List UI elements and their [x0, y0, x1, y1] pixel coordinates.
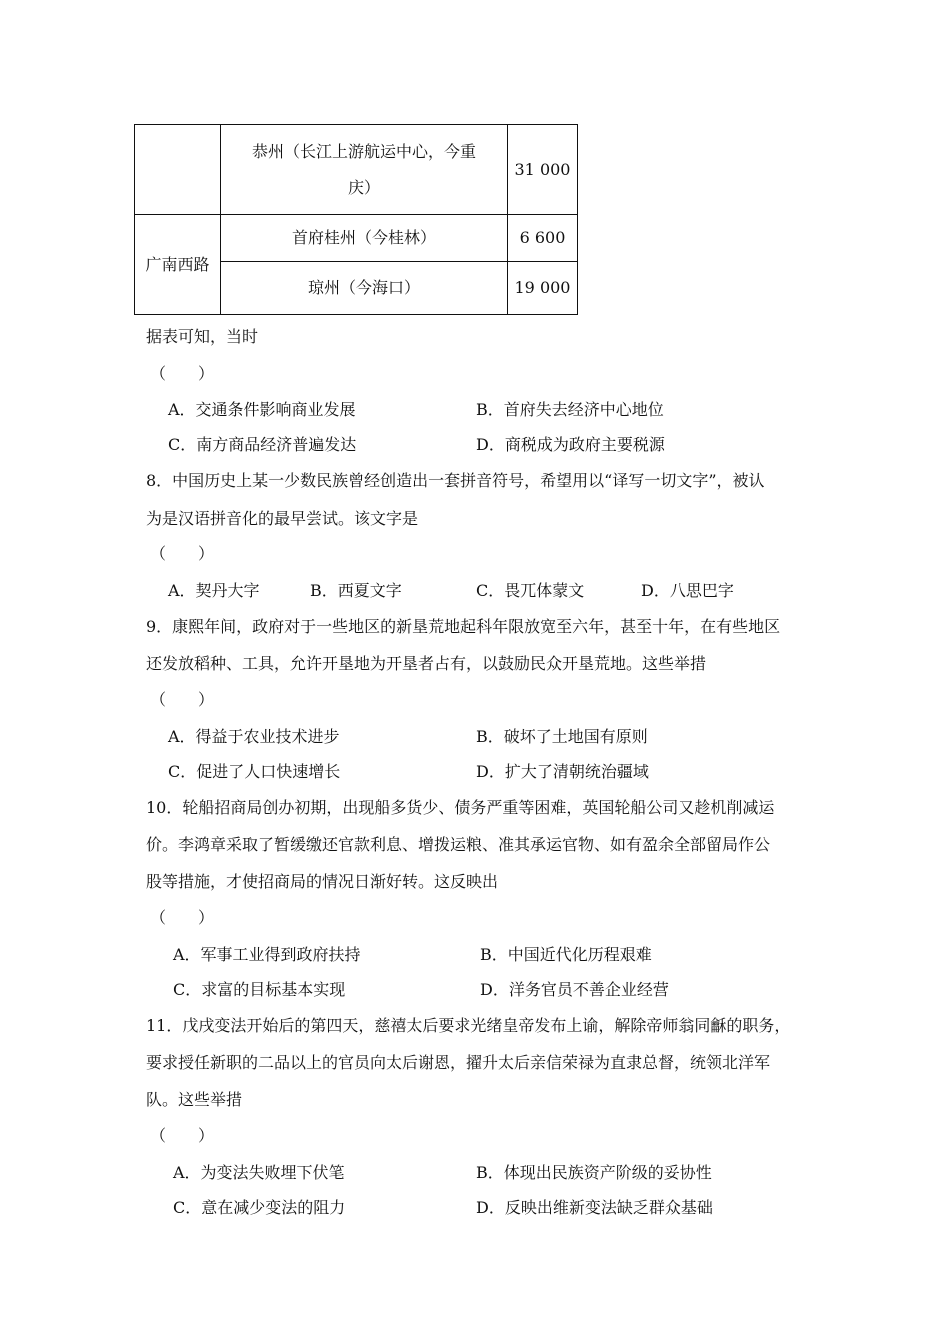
table-row	[135, 215, 578, 262]
q11-stem-line2: 要求授任新职的二品以上的官员向太后谢恩，擢升太后亲信荣禄为直隶总督，统领北洋军	[146, 1053, 771, 1072]
q11-answer-paren: （ ）	[150, 1126, 215, 1145]
q7-stem: 据表可知，当时	[146, 327, 259, 346]
q9-option-a[interactable]: A．得益于农业技术进步	[168, 727, 340, 746]
q10-option-b[interactable]: B．中国近代化历程艰难	[480, 945, 652, 964]
value-cell: 31 000	[508, 125, 578, 215]
q10-answer-paren: （ ）	[150, 908, 215, 927]
q8-option-b[interactable]: B．西夏文字	[310, 581, 402, 600]
q8-option-c[interactable]: C．畏兀体蒙文	[476, 581, 585, 600]
q10-stem-line2: 价。李鸿章采取了暂缓缴还官款利息、增拨运粮、准其承运官物、如有盈余全部留局作公	[146, 835, 771, 854]
q7-option-c[interactable]: C．南方商品经济普遍发达	[168, 435, 357, 454]
q8-answer-paren: （ ）	[150, 544, 215, 563]
q7-option-d[interactable]: D．商税成为政府主要税源	[476, 435, 665, 454]
q11-stem-line1: 11．戊戌变法开始后的第四天，慈禧太后要求光绪皇帝发布上谕，解除帝师翁同龢的职务，	[146, 1016, 791, 1035]
q11-option-d[interactable]: D．反映出维新变法缺乏群众基础	[476, 1198, 713, 1217]
tax-table	[134, 124, 578, 315]
city-cell: 恭州（长江上游航运中心，今重庆）	[221, 125, 508, 215]
q7-option-a[interactable]: A．交通条件影响商业发展	[168, 400, 356, 419]
city-cell: 首府桂州（今桂林）	[221, 215, 508, 262]
q9-answer-paren: （ ）	[150, 690, 215, 709]
value-cell: 19 000	[508, 262, 578, 315]
q7-answer-paren: （ ）	[150, 364, 215, 383]
q10-option-a[interactable]: A．军事工业得到政府扶持	[173, 945, 361, 964]
q7-option-b[interactable]: B．首府失去经济中心地位	[476, 400, 664, 419]
q9-option-b[interactable]: B．破坏了土地国有原则	[476, 727, 648, 746]
q11-option-b[interactable]: B．体现出民族资产阶级的妥协性	[476, 1163, 712, 1182]
q11-option-a[interactable]: A．为变法失败埋下伏笔	[173, 1163, 345, 1182]
table-row	[135, 125, 578, 215]
value-cell: 6 600	[508, 215, 578, 262]
q10-stem-line3: 股等措施，才使招商局的情况日渐好转。这反映出	[146, 872, 499, 891]
q8-stem-line2: 为是汉语拼音化的最早尝试。该文字是	[146, 509, 419, 528]
q10-stem-line1: 10．轮船招商局创办初期，出现船多货少、债务严重等困难，英国轮船公司又趁机削减运	[146, 798, 775, 817]
q9-stem-line2: 还发放稻种、工具，允许开垦地为开垦者占有，以鼓励民众开垦荒地。这些举措	[146, 654, 707, 673]
q8-stem-line1: 8．中国历史上某一少数民族曾经创造出一套拼音符号，希望用以“译写一切文字”，被认	[146, 471, 765, 490]
q9-option-c[interactable]: C．促进了人口快速增长	[168, 762, 341, 781]
q8-option-a[interactable]: A．契丹大字	[168, 581, 260, 600]
q11-stem-line3: 队。这些举措	[146, 1090, 243, 1109]
q9-option-d[interactable]: D．扩大了清朝统治疆域	[476, 762, 649, 781]
region-cell	[135, 125, 221, 215]
q11-option-c[interactable]: C．意在减少变法的阻力	[173, 1198, 346, 1217]
region-cell: 广南西路	[135, 215, 221, 315]
city-cell: 琼州（今海口）	[221, 262, 508, 315]
q10-option-d[interactable]: D．洋务官员不善企业经营	[480, 980, 669, 999]
q10-option-c[interactable]: C．求富的目标基本实现	[173, 980, 346, 999]
q9-stem-line1: 9．康熙年间，政府对于一些地区的新垦荒地起科年限放宽至六年，甚至十年，在有些地区	[146, 617, 781, 636]
q8-option-d[interactable]: D．八思巴字	[641, 581, 734, 600]
